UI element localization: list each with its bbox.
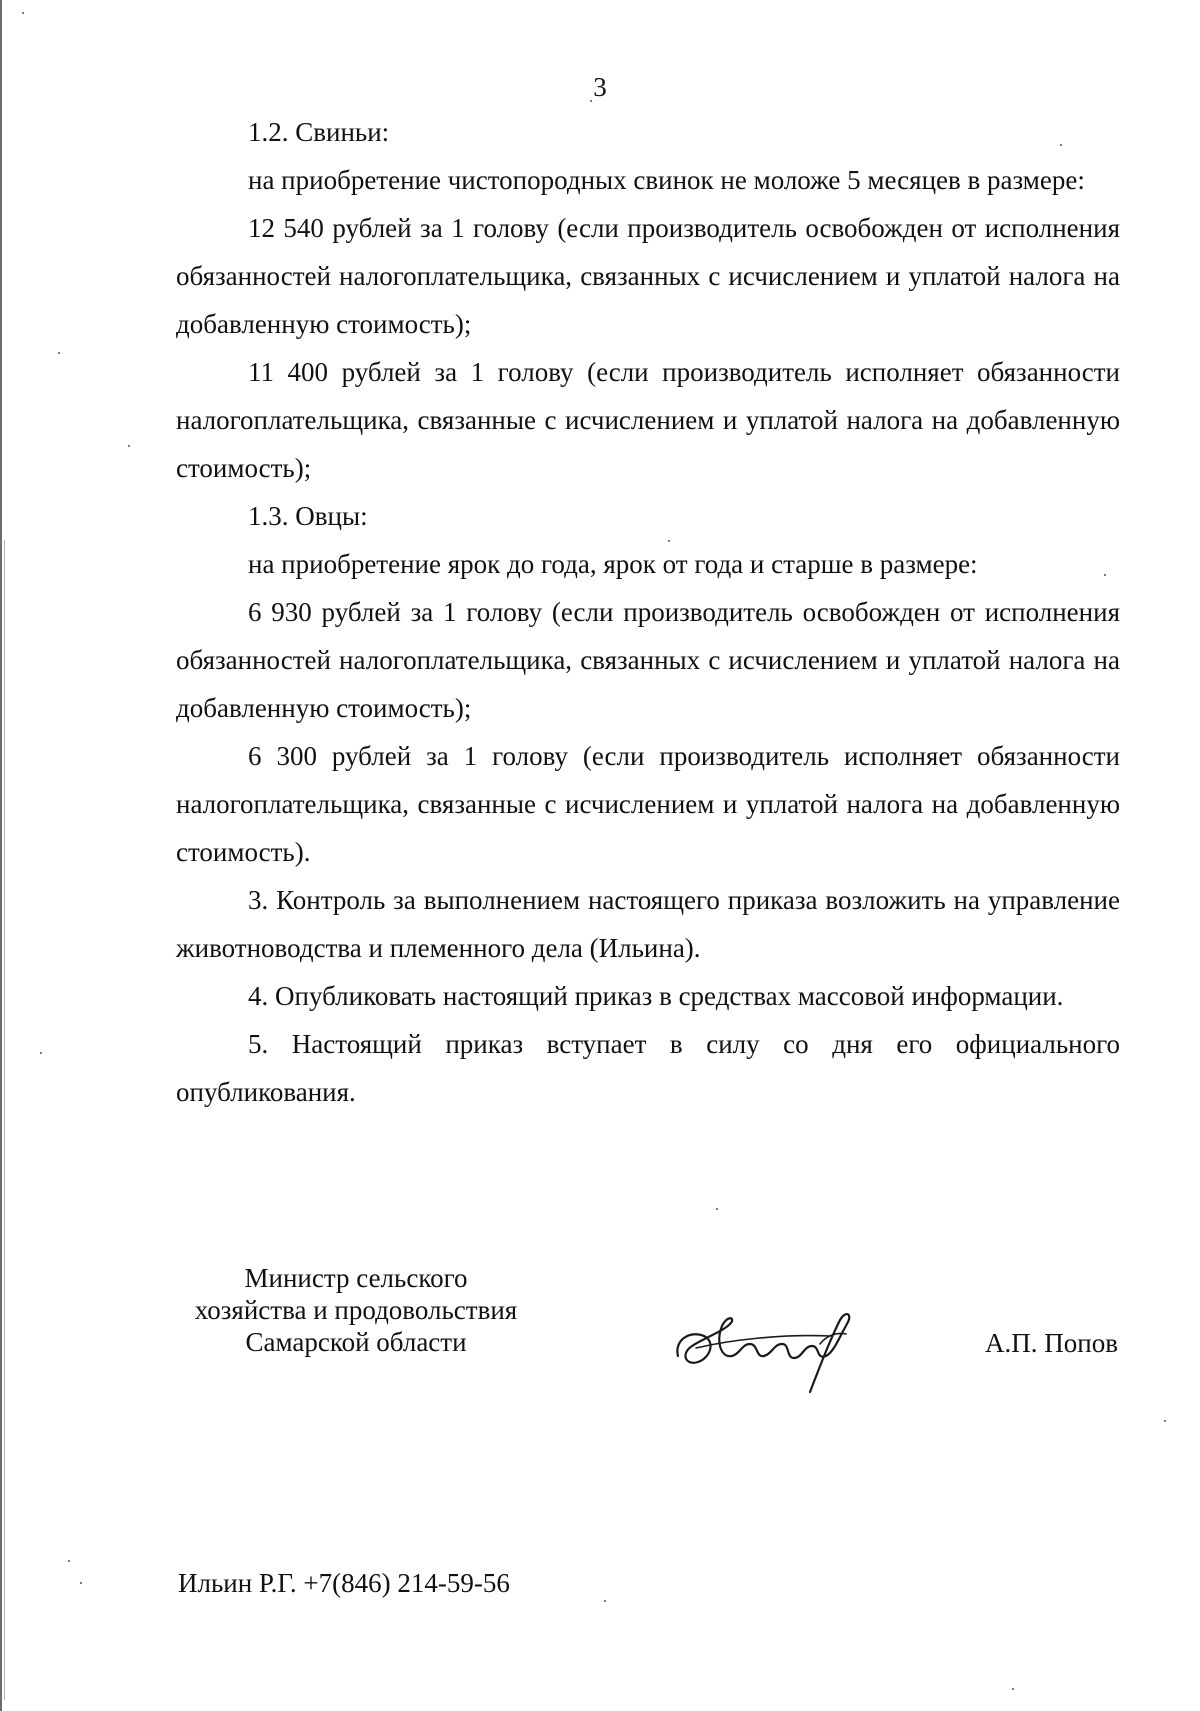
paragraph-sheep-rate-exempt: 6 930 рублей за 1 голову (если производитель освобожден от исполнения обязанностей налогоплательщика, связанных с исчислением и уплатой налога на добавленную стоимость);	[176, 597, 1120, 723]
handwritten-signature	[670, 1296, 870, 1406]
section-heading-sheep: 1.3. Овцы:	[248, 501, 368, 531]
scan-speck	[68, 1560, 70, 1562]
paragraph-sheep-purchase: на приобретение ярок до года, ярок от года и старше в размере:	[248, 549, 978, 579]
signatory-position-line: Министр сельского	[244, 1263, 468, 1293]
scan-speck	[58, 352, 60, 354]
scan-speck	[128, 445, 130, 447]
paragraph-effective: 5. Настоящий приказ вступает в силу со дня его официального опубликования.	[176, 1029, 1120, 1107]
paragraph-pigs-purchase: на приобретение чистопородных свинок не моложе 5 месяцев в размере:	[248, 165, 1085, 195]
paragraph-pigs-rate-taxpayer: 11 400 рублей за 1 голову (если производитель исполняет обязанности налогоплательщика, связанные с исчислением и уплатой налога на добавленную стоимость);	[176, 357, 1120, 483]
executor-contact: Ильин Р.Г. +7(846) 214-59-56	[178, 1568, 510, 1598]
scan-speck	[1164, 1420, 1166, 1422]
scan-edge	[0, 0, 2, 1711]
scan-speck	[1012, 1688, 1014, 1690]
scan-speck	[604, 1600, 606, 1602]
paragraph-publish: 4. Опубликовать настоящий приказ в средствах массовой информации.	[248, 981, 1064, 1011]
paragraph-sheep-rate-taxpayer: 6 300 рублей за 1 голову (если производитель исполняет обязанности налогоплательщика, связанные с исчислением и уплатой налога на добавленную стоимость).	[176, 741, 1120, 867]
scan-speck	[716, 1208, 718, 1210]
scan-edge-faint	[4, 540, 5, 1700]
signatory-position-line: хозяйства и продовольствия	[194, 1295, 518, 1325]
scan-speck	[80, 1582, 82, 1584]
scan-speck	[22, 12, 24, 14]
section-heading-pigs: 1.2. Свиньи:	[248, 117, 390, 147]
scan-speck	[40, 1052, 42, 1054]
signatory-position-line: Самарской области	[245, 1327, 467, 1357]
page-number: 3	[593, 72, 607, 102]
paragraph-control: 3. Контроль за выполнением настоящего приказа возложить на управление животноводства и племенного дела (Ильина).	[176, 885, 1120, 963]
document-body	[176, 108, 1120, 1116]
paragraph-pigs-rate-exempt: 12 540 рублей за 1 голову (если производитель освобожден от исполнения обязанностей налогоплательщика, связанных с исчислением и уплатой налога на добавленную стоимость);	[176, 213, 1120, 339]
signatory-name: А.П. Попов	[985, 1328, 1118, 1358]
signatory-position	[176, 1262, 536, 1358]
